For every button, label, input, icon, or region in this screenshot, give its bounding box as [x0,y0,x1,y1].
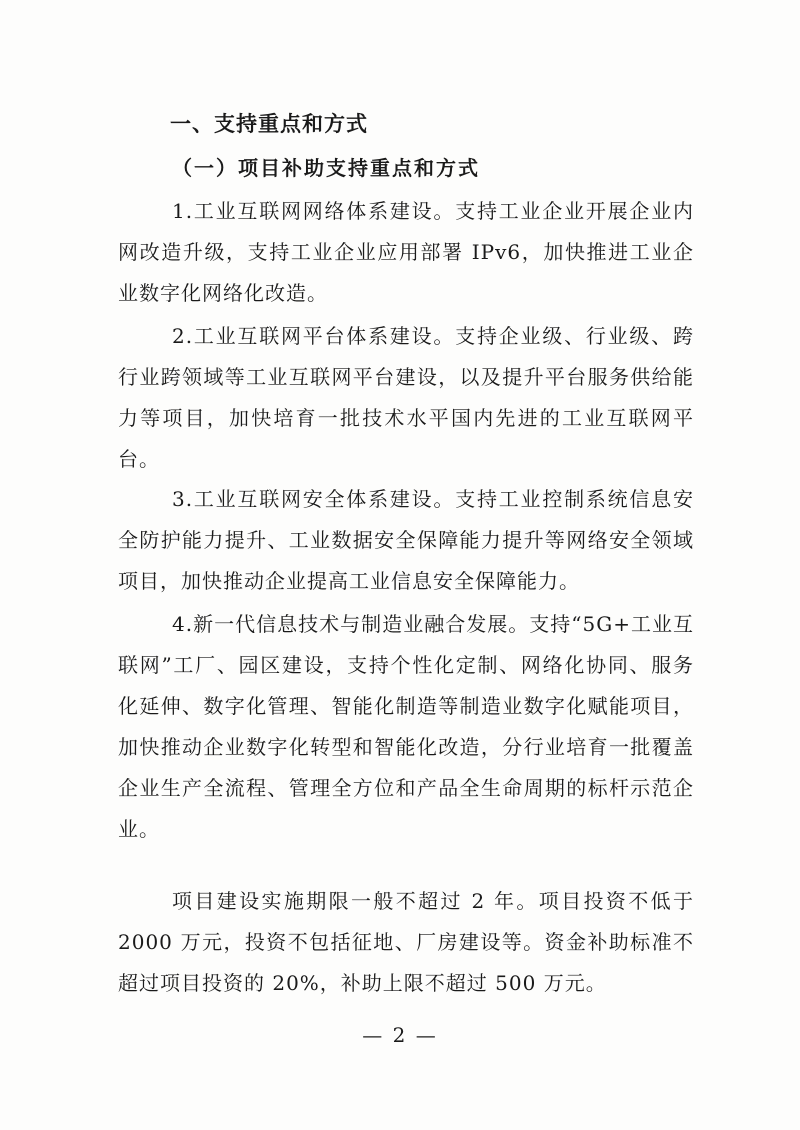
paragraph-integration-development: 4.新一代信息技术与制造业融合发展。支持“5G+工业互联网”工厂、园区建设，支持个性化定制、网络化协同、服务化延伸、数字化管理、智能化制造等制造业数字化赋能项目，加快推动企业数字化转型和智能化改造，分行业培育一批覆盖企业生产全流程、管理全方位和产品全生命周期的标杆示范企业。 [118,612,694,841]
subsection-heading: （一）项目补助支持重点和方式 [172,156,480,180]
paragraph-network-system: 1.工业互联网网络体系建设。支持工业企业开展企业内网改造升级，支持工业企业应用部署 IPv6，加快推进工业企业数字化网络化改造。 [118,199,694,305]
paragraph-funding-terms: 项目建设实施期限一般不超过 2 年。项目投资不低于 2000 万元，投资不包括征地、厂房建设等。资金补助标准不超过项目投资的 20%，补助上限不超过 500 万元。 [118,889,694,995]
section-heading: 一、支持重点和方式 [170,112,368,136]
page-number: — 2 — [362,1023,438,1047]
paragraph-platform-system: 2.工业互联网平台体系建设。支持企业级、行业级、跨行业跨领域等工业互联网平台建设，以及提升平台服务供给能力等项目，加快培育一批技术水平国内先进的工业互联网平台。 [118,324,694,471]
paragraph-security-system: 3.工业互联网安全体系建设。支持工业控制系统信息安全防护能力提升、工业数据安全保障能力提升等网络安全领域项目，加快推动企业提高工业信息安全保障能力。 [118,487,694,593]
